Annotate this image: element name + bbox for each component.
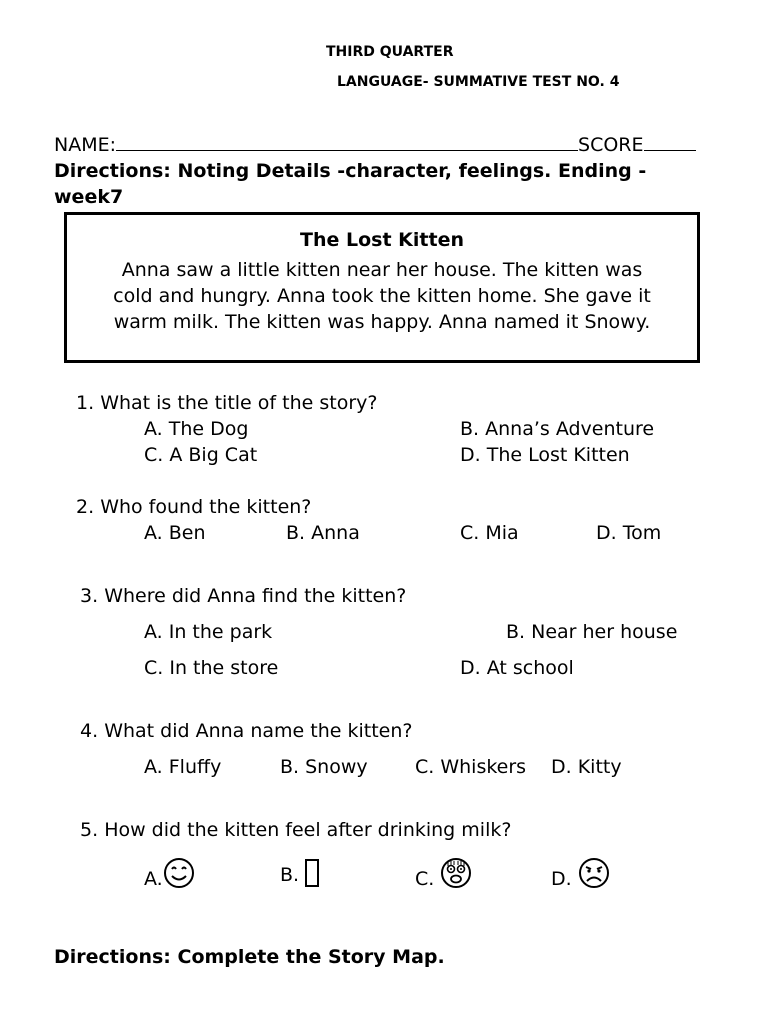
scared-face-icon bbox=[440, 857, 472, 894]
test-title: LANGUAGE- SUMMATIVE TEST NO. 4 bbox=[337, 74, 620, 90]
q2-option-b[interactable]: B. Anna bbox=[286, 522, 360, 544]
name-score-row bbox=[54, 134, 696, 156]
q2-option-a[interactable]: A. Ben bbox=[144, 522, 206, 544]
score-blank[interactable] bbox=[644, 134, 696, 151]
q5-option-d[interactable] bbox=[551, 857, 610, 894]
story-line: warm milk. The kitten was happy. Anna named it Snowy. bbox=[113, 311, 651, 333]
directions-noting-details: Directions: Noting Details -character, feelings. Ending -week7 bbox=[54, 160, 647, 208]
question-text: What did Anna name the kitten? bbox=[104, 720, 413, 742]
question-text: How did the kitten feel after drinking milk? bbox=[104, 819, 512, 841]
q4-option-a[interactable]: A. Fluffy bbox=[144, 756, 222, 778]
name-label: NAME: bbox=[54, 134, 117, 156]
q5-option-c[interactable] bbox=[415, 857, 472, 894]
question-1 bbox=[76, 392, 377, 414]
directions-story-map: Directions: Complete the Story Map. bbox=[54, 946, 445, 968]
q1-option-a[interactable]: A. The Dog bbox=[144, 418, 249, 440]
q1-option-b[interactable]: B. Anna’s Adventure bbox=[460, 418, 655, 440]
name-blank[interactable] bbox=[116, 134, 578, 151]
option-letter: C. bbox=[415, 868, 435, 890]
question-number: 1. bbox=[76, 392, 95, 414]
q4-option-d[interactable]: D. Kitty bbox=[551, 756, 622, 778]
sad-face-icon bbox=[578, 857, 610, 894]
q5-option-b[interactable] bbox=[280, 859, 319, 887]
q1-option-c[interactable]: C. A Big Cat bbox=[144, 444, 258, 466]
quarter-heading: THIRD QUARTER bbox=[326, 44, 454, 60]
q3-option-c[interactable]: C. In the store bbox=[144, 657, 279, 679]
q2-option-c[interactable]: C. Mia bbox=[460, 522, 519, 544]
story-line: Anna saw a little kitten near her house. The kitten was bbox=[121, 259, 643, 281]
q4-option-b[interactable]: B. Snowy bbox=[280, 756, 368, 778]
q3-option-d[interactable]: D. At school bbox=[460, 657, 574, 679]
q2-option-d[interactable]: D. Tom bbox=[596, 522, 662, 544]
story-text bbox=[67, 257, 697, 335]
missing-glyph-icon bbox=[305, 859, 319, 887]
question-number: 4. bbox=[80, 720, 99, 742]
question-3 bbox=[80, 585, 406, 607]
score-label: SCORE bbox=[578, 134, 644, 156]
q5-option-a[interactable] bbox=[144, 857, 195, 894]
story-box bbox=[64, 212, 700, 363]
q4-option-c[interactable]: C. Whiskers bbox=[415, 756, 527, 778]
option-letter: B. bbox=[280, 864, 300, 886]
question-number: 5. bbox=[80, 819, 99, 841]
question-text: Who found the kitten? bbox=[100, 496, 312, 518]
question-4 bbox=[80, 720, 413, 742]
q3-option-b[interactable]: B. Near her house bbox=[506, 621, 678, 643]
option-letter: A. bbox=[144, 868, 163, 890]
happy-face-icon bbox=[163, 857, 195, 894]
story-title: The Lost Kitten bbox=[300, 229, 464, 251]
option-letter: D. bbox=[551, 868, 572, 890]
question-text: Where did Anna find the kitten? bbox=[104, 585, 407, 607]
question-2 bbox=[76, 496, 311, 518]
question-number: 2. bbox=[76, 496, 95, 518]
q3-option-a[interactable]: A. In the park bbox=[144, 621, 273, 643]
question-number: 3. bbox=[80, 585, 99, 607]
question-5 bbox=[80, 819, 511, 841]
story-line: cold and hungry. Anna took the kitten home. She gave it bbox=[113, 285, 651, 307]
question-text: What is the title of the story? bbox=[100, 392, 378, 414]
q1-option-d[interactable]: D. The Lost Kitten bbox=[460, 444, 630, 466]
